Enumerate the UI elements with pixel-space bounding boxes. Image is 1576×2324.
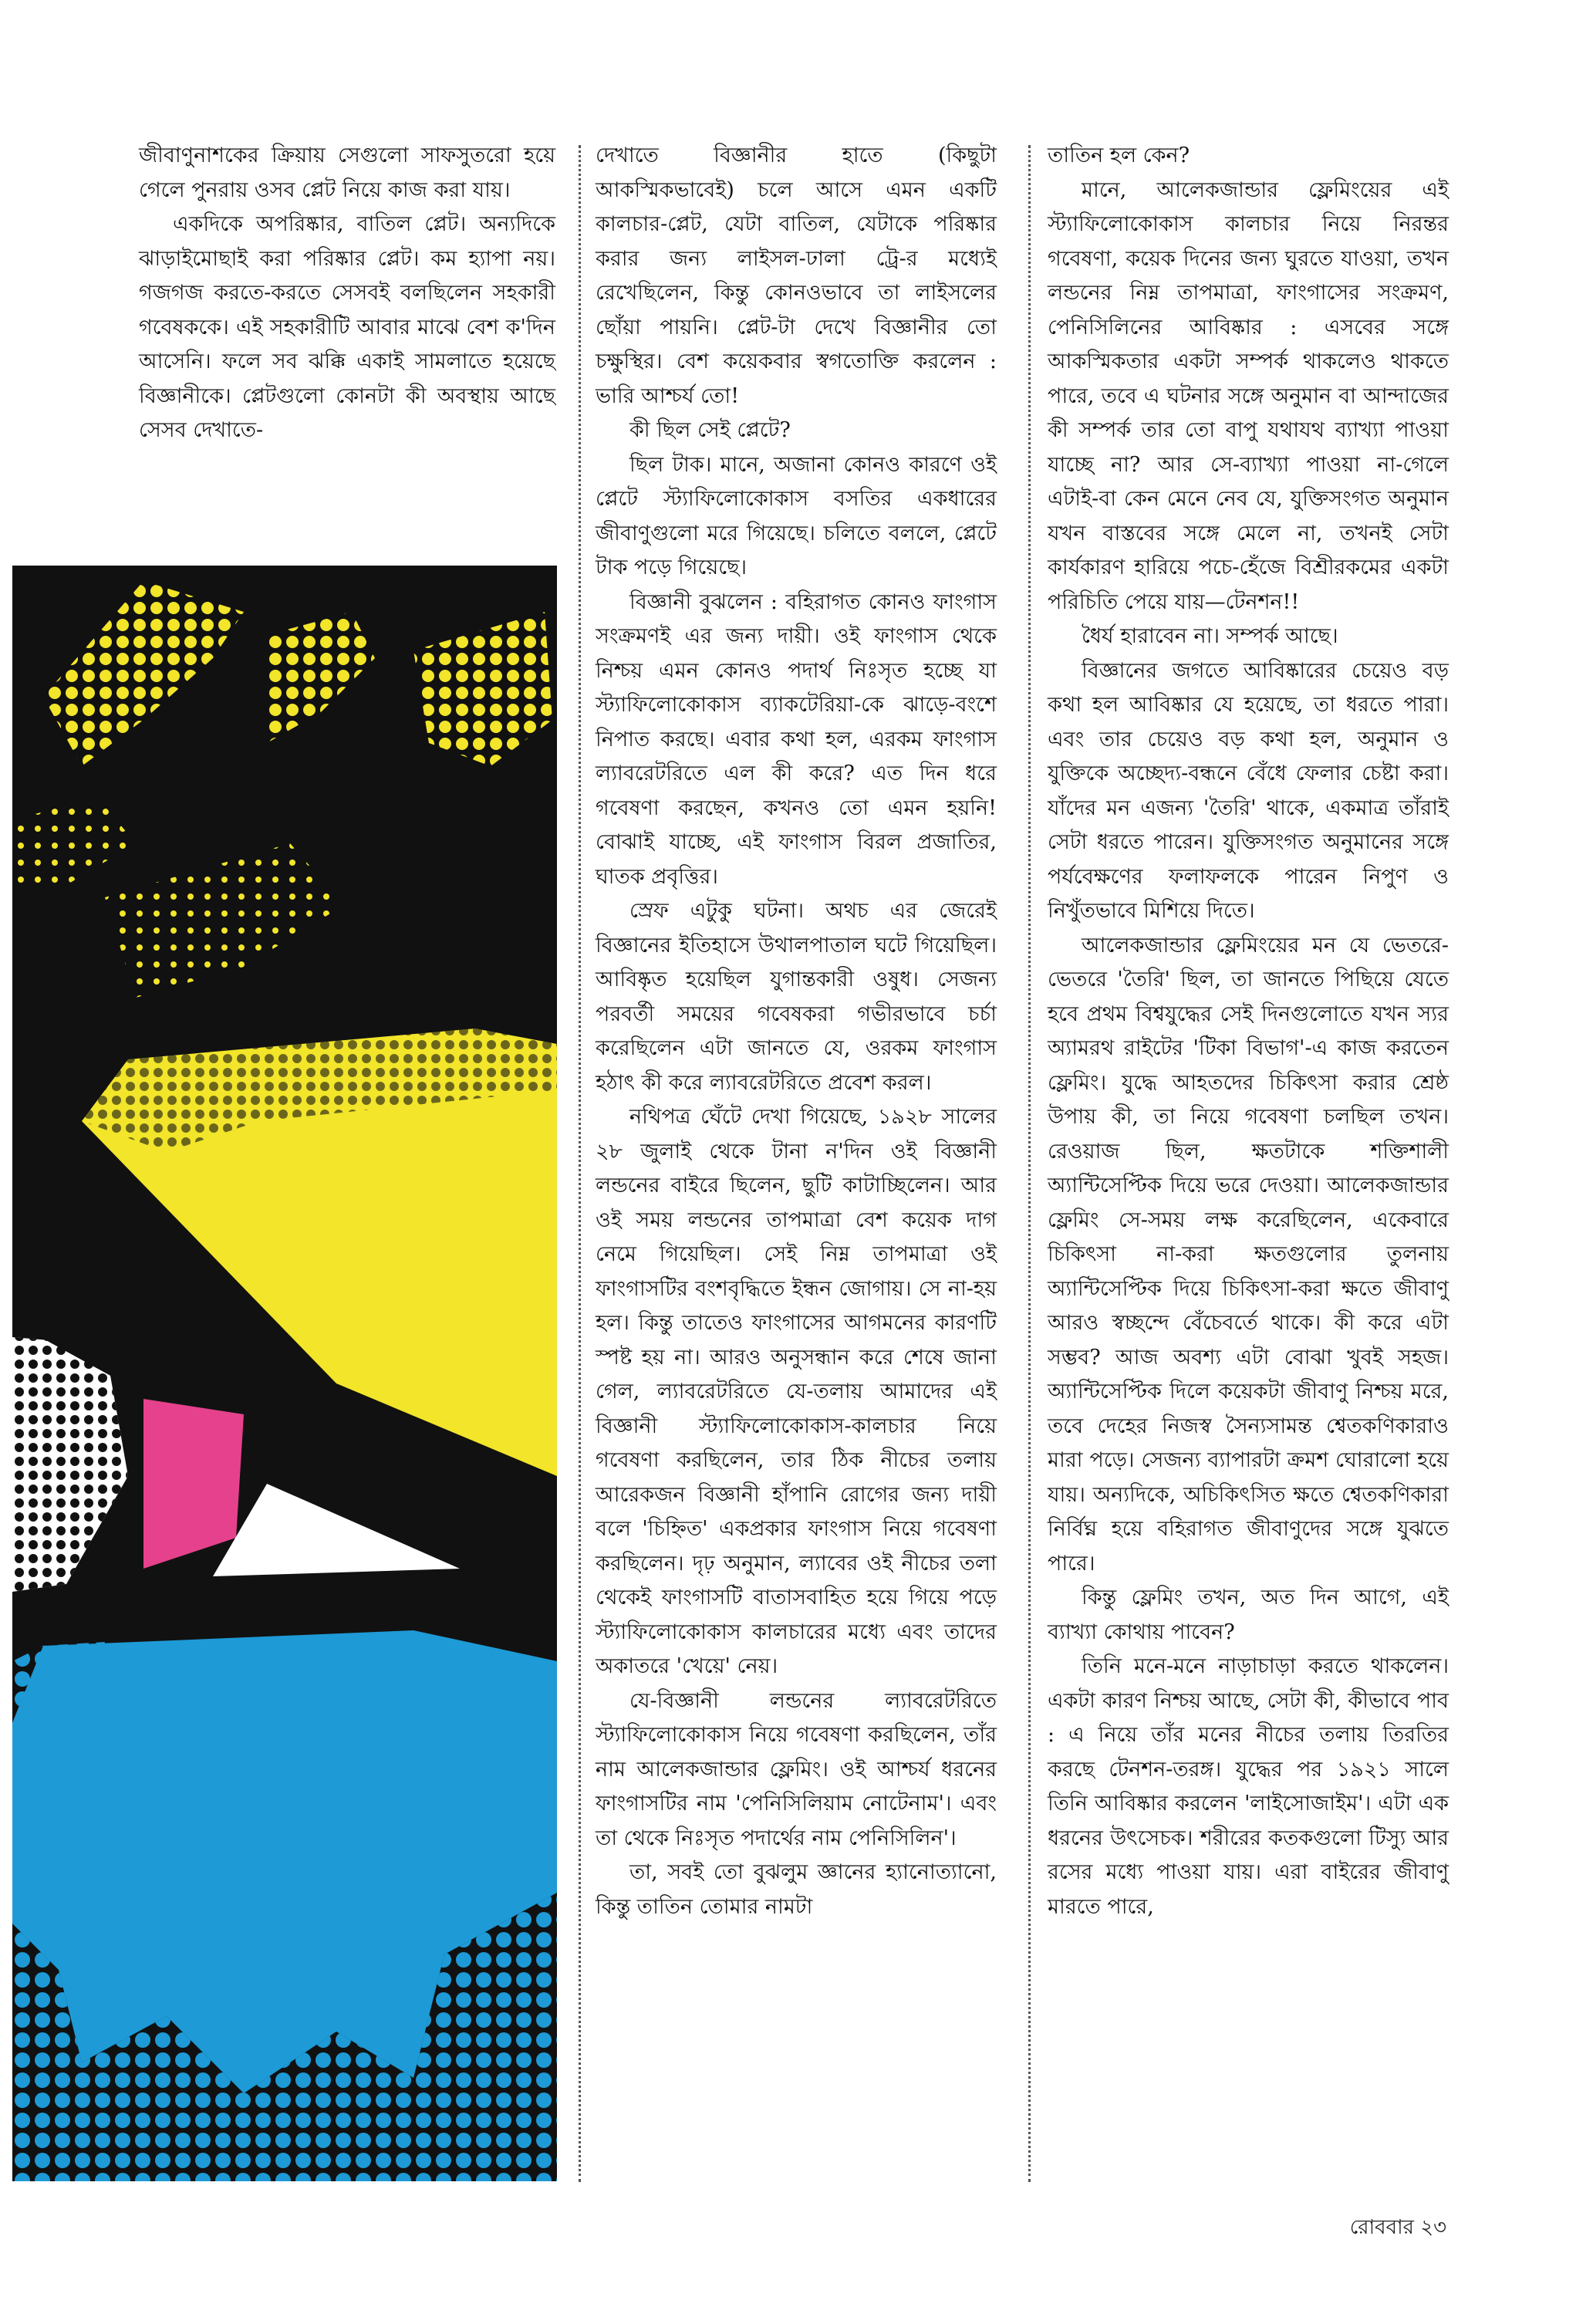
paragraph: জীবাণুনাশকের ক্রিয়ায় সেগুলো সাফসুতরো হয়ে গেলে পুনরায় ওসব প্লেট নিয়ে কাজ করা যায়। [139, 144, 555, 202]
paragraph: তাতিন হল কেন? [1048, 144, 1190, 167]
paragraph: বিজ্ঞানের জগতে আবিষ্কারের চেয়েও বড় কথা হল আবিষ্কার যে হয়েছে, তা ধরতে পারা। এবং তার চেয়েও বড় কথা হল, অনুমান ও যুক্তিকে অচ্ছেদ্য-বন্ধনে বেঁধে ফেলার চেষ্টা করা। যাঁদের মন এজন্য 'তৈরি' থাকে, একমাত্র তাঁরাই সেটা ধরতে পারেন। যুক্তিসংগত অনুমানের সঙ্গে পর্যবেক্ষণের ফলাফলকে পারেন নিপুণ ও নিখুঁতভাবে মিশিয়ে দিতে। [1048, 658, 1449, 923]
paragraph: কী ছিল সেই প্লেটে? [629, 418, 791, 442]
page-footer: রোববার ২৩ [1349, 2216, 1446, 2239]
article-column-1 [139, 139, 555, 448]
paragraph: তা, সবই তো বুঝলুম জ্ঞানের হ্যানোত্যানো, কিন্তু তাতিন তোমার নামটা [596, 1860, 997, 1919]
article-column-2 [596, 139, 997, 1924]
paragraph: মানে, আলেকজান্ডার ফ্লেমিংয়ের এই স্ট্যাফিলোকোকাস কালচার নিয়ে নিরন্তর গবেষণা, কয়েক দিনের জন্য ঘুরতে যাওয়া, তখন লন্ডনের নিম্ন তাপমাত্রা, ফাংগাসের সংক্রমণ, পেনিসিলিনের আবিষ্কার : এসবের সঙ্গে আকস্মিকতার একটা সম্পর্ক থাকলেও থাকতে পারে, তবে এ ঘটনার সঙ্গে অনুমান বা আন্দাজের কী সম্পর্ক তার তো বাপু যথাযথ ব্যাখ্যা পাওয়া যাচ্ছে না? আর সে-ব্যাখ্যা পাওয়া না-গেলে এটাই-বা কেন মেনে নেব যে, যুক্তিসংগত অনুমান যখন বাস্তবের সঙ্গে মেলে না, তখনই সেটা কার্যকারণ হারিয়ে পচে-হেঁজে বিশ্রীরকমের একটা পরিচিতি পেয়ে যায়—টেনশন!! [1048, 177, 1449, 614]
paragraph: আলেকজান্ডার ফ্লেমিংয়ের মন যে ভেতরে-ভেতরে 'তৈরি' ছিল, তা জানতে পিছিয়ে যেতে হবে প্রথম বিশ্বযুদ্ধের সেই দিনগুলোতে যখন স্যর অ্যামরথ রাইটের 'টিকা বিভাগ'-এ কাজ করতেন ফ্লেমিং। যুদ্ধে আহতদের চিকিৎসা করার শ্রেষ্ঠ উপায় কী, তা নিয়ে গবেষণা চলছিল তখন। রেওয়াজ ছিল, ক্ষতটাকে শক্তিশালী অ্যান্টিসেপ্টিক দিয়ে ভরে দেওয়া। আলেকজান্ডার ফ্লেমিং সে-সময় লক্ষ করেছিলেন, একেবারে চিকিৎসা না-করা ক্ষতগুলোর তুলনায় অ্যান্টিসেপ্টিক দিয়ে চিকিৎসা-করা ক্ষতে জীবাণু আরও স্বচ্ছন্দে বেঁচেবর্তে থাকে। কী করে এটা সম্ভব? আজ অবশ্য এটা বোঝা খুবই সহজ। অ্যান্টিসেপ্টিক দিলে কয়েকটা জীবাণু নিশ্চয় মরে, তবে দেহের নিজস্ব সৈন্যসামন্ত শ্বেতকণিকারাও মারা পড়ে। সেজন্য ব্যাপারটা ক্রমশ ঘোরালো হয়ে যায়। অন্যদিকে, অচিকিৎসিত ক্ষতে শ্বেতকণিকারা নির্বিঘ্ন হয়ে বহিরাগত জীবাণুদের সঙ্গে যুঝতে পারে। [1048, 933, 1449, 1576]
paragraph: বিজ্ঞানী বুঝলেন : বহিরাগত কোনও ফাংগাস সংক্রমণই এর জন্য দায়ী। ওই ফাংগাস থেকে নিশ্চয় এমন কোনও পদার্থ নিঃসৃত হচ্ছে যা স্ট্যাফিলোকোকাস ব্যাকটেরিয়া-কে ঝাড়ে-বংশে নিপাত করছে। এবার কথা হল, এরকম ফাংগাস ল্যাবরেটরিতে এল কী করে? এত দিন ধরে গবেষণা করছেন, কখনও তো এমন হয়নি! বোঝাই যাচ্ছে, এই ফাংগাস বিরল প্রজাতির, ঘাতক প্রবৃত্তির। [596, 589, 997, 889]
paragraph: দেখাতে বিজ্ঞানীর হাতে (কিছুটা আকস্মিকভাবেই) চলে আসে এমন একটি কালচার-প্লেট, যেটা বাতিল, যেটাকে পরিষ্কার করার জন্য লাইসল-ঢালা ট্রে-র মধ্যেই রেখেছিলেন, কিন্তু কোনওভাবে তা লাইসলের ছোঁয়া পায়নি। প্লেট-টা দেখে বিজ্ঞানীর তো চক্ষুস্থির। বেশ কয়েকবার স্বগতোক্তি করলেন : ভারি আশ্চর্য তো! [596, 144, 997, 408]
paragraph: যে-বিজ্ঞানী লন্ডনের ল্যাবরেটরিতে স্ট্যাফিলোকোকাস নিয়ে গবেষণা করছিলেন, তাঁর নাম আলেকজান্ডার ফ্লেমিং। ওই আশ্চর্য ধরনের ফাংগাসটির নাম 'পেনিসিলিয়াম নোটেনাম'। এবং তা থেকে নিঃসৃত পদার্থের নাম পেনিসিলিন'। [596, 1688, 997, 1850]
column-divider [1028, 145, 1031, 2182]
paragraph: ধৈর্য হারাবেন না। সম্পর্ক আছে। [1082, 624, 1338, 648]
column-divider [579, 145, 581, 2182]
paragraph: কিন্তু ফ্লেমিং তখন, অত দিন আগে, এই ব্যাখ্যা কোথায় পাবেন? [1048, 1586, 1449, 1644]
paragraph: স্রেফ এটুকু ঘটনা। অথচ এর জেরেই বিজ্ঞানের ইতিহাসে উথালপাতাল ঘটে গিয়েছিল। আবিষ্কৃত হয়েছিল যুগান্তকারী ওষুধ। সেজন্য পরবর্তী সময়ের গবেষকরা গভীরভাবে চর্চা করেছিলেন এটা জানতে যে, ওরকম ফাংগাস হঠাৎ কী করে ল্যাবরেটরিতে প্রবেশ করল। [596, 899, 997, 1095]
paragraph: ছিল টাক। মানে, অজানা কোনও কারণে ওই প্লেটে স্ট্যাফিলোকোকাস বসতির একধারের জীবাণুগুলো মরে গিয়েছে। চলিতে বললে, প্লেটে টাক পড়ে গিয়েছে। [596, 452, 997, 579]
paragraph: তিনি মনে-মনে নাড়াচাড়া করতে থাকলেন। একটা কারণ নিশ্চয় আছে, সেটা কী, কীভাবে পাব : এ নিয়ে তাঁর মনের নীচের তলায় তিরতির করছে টেনশন-তরঙ্গ। যুদ্ধের পর ১৯২১ সালে তিনি আবিষ্কার করলেন 'লাইসোজাইম'। এটা এক ধরনের উৎসেচক। শরীরের কতকগুলো টিস্যু আর রসের মধ্যে পাওয়া যায়। এরা বাইরের জীবাণু মারতে পারে, [1048, 1654, 1449, 1919]
article-column-3 [1048, 139, 1449, 1924]
paragraph: নথিপত্র ঘেঁটে দেখা গিয়েছে, ১৯২৮ সালের ২৮ জুলাই থেকে টানা ন'দিন ওই বিজ্ঞানী লন্ডনের বাইরে ছিলেন, ছুটি কাটাচ্ছিলেন। আর ওই সময় লন্ডনের তাপমাত্রা বেশ কয়েক দাগ নেমে গিয়েছিল। সেই নিম্ন তাপমাত্রা ওই ফাংগাসটির বংশবৃদ্ধিতে ইন্ধন জোগায়। সে না-হয় হল। কিন্তু তাতেও ফাংগাসের আগমনের কারণটি স্পষ্ট হয় না। আরও অনুসন্ধান করে শেষে জানা গেল, ল্যাবরেটরিতে যে-তলায় আমাদের এই বিজ্ঞানী স্ট্যাফিলোকোকাস-কালচার নিয়ে গবেষণা করছিলেন, তার ঠিক নীচের তলায় আরেকজন বিজ্ঞানী হাঁপানি রোগের জন্য দায়ী বলে 'চিহ্নিত' একপ্রকার ফাংগাস নিয়ে গবেষণা করছিলেন। দৃঢ় অনুমান, ল্যাবের ওই নীচের তলা থেকেই ফাংগাসটি বাতাসবাহিত হয়ে গিয়ে পড়ে স্ট্যাফিলোকোকাস কালচারের মধ্যে এবং তাদের অকাতরে 'খেয়ে' নেয়। [596, 1105, 997, 1678]
paragraph: একদিকে অপরিষ্কার, বাতিল প্লেট। অন্যদিকে ঝাড়াইমোছাই করা পরিষ্কার প্লেট। কম হ্যাপা নয়। গজগজ করতে-করতে সেসবই বলছিলেন সহকারী গবেষককে। এই সহকারীটি আবার মাঝে বেশ ক'দিন আসেনি। ফলে সব ঝক্কি একাই সামলাতে হয়েছে বিজ্ঞানীকে। প্লেটগুলো কোনটা কী অবস্থায় আছে সেসব দেখাতে- [139, 212, 555, 442]
pop-art-illustration [12, 566, 557, 2181]
